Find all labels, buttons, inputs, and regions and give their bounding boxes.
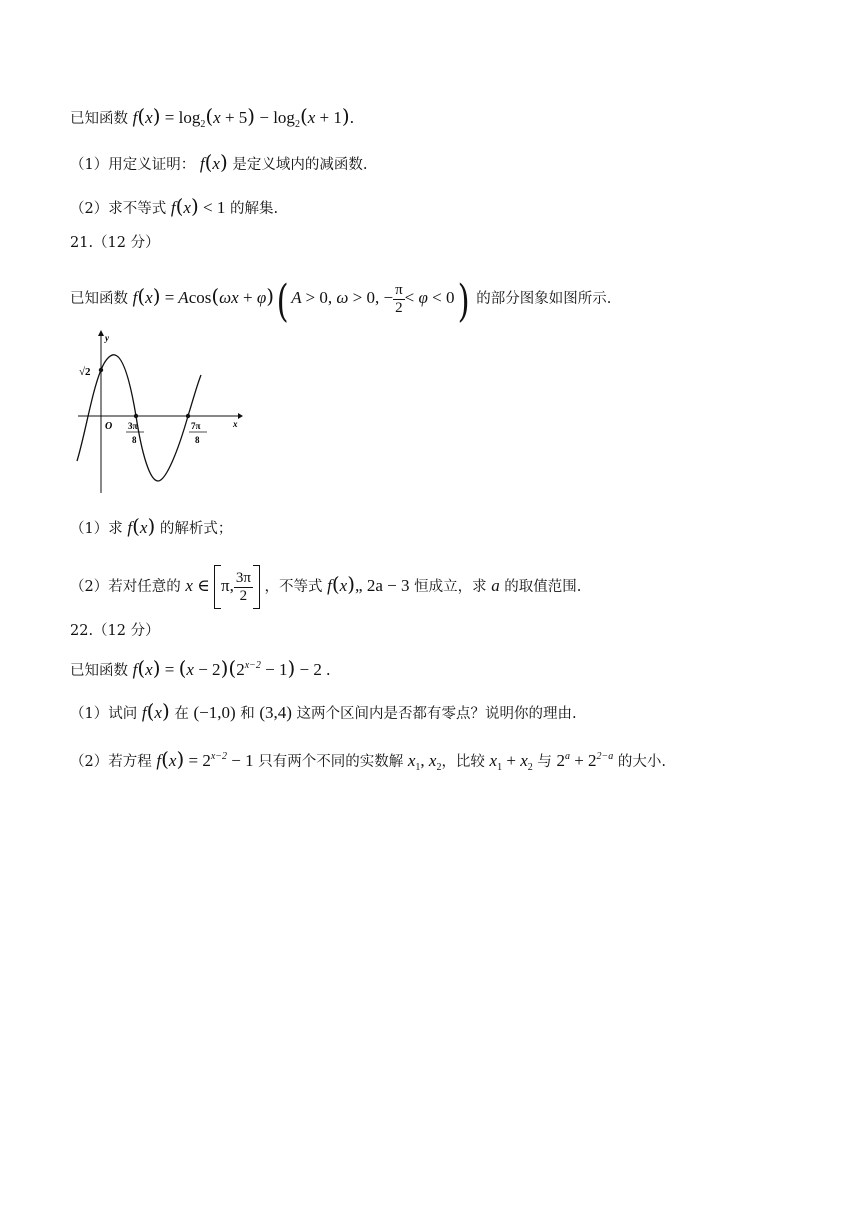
graph-y-label: y [105,333,109,343]
q21-part2-var: a [491,576,500,595]
graph-x-mark2-den: 8 [195,435,200,445]
q20-part2-label: （2）求不等式 [70,201,167,217]
q22-part2-label: （2）若方程 [70,754,152,770]
q20-part2 [70,196,278,219]
q20-part1-label: （1）用定义证明： [70,157,196,173]
q20-part1-fx: f(x) [199,150,228,174]
q20-part2-rhs: < 1 [203,198,226,217]
q22-part1-interval2: (3,4) [259,703,292,722]
q22-part1-and: 和 [240,706,255,722]
graph-x-arrow [238,413,243,419]
graph-cosine-curve [77,355,201,481]
q21-part2-label: （2）若对任意的 [70,579,181,595]
q22-part2-mid: 只有两个不同的实数解 [258,754,404,770]
q22-part1-tail: 这两个区间内是否都有零点？说明你的理由. [296,706,577,722]
q22-part1-in: 在 [174,706,189,722]
q21-part2-tail2: 的取值范围. [504,579,582,595]
q21-part2-ineq: f(x)„ 2a − 3 [327,572,410,596]
graph-point-y-intercept [99,368,103,372]
q21-header: 21.（12 分） [70,235,160,251]
q21-part1-fx: f(x) [127,514,156,538]
graph-x-mark2-num: 7π [191,421,201,431]
q22-part1-label: （1）试问 [70,706,138,722]
q20-function: $f(x) = \log_2(x + 5) - \log_2(x + 1)$. [132,104,354,130]
q22-header: 22.（12 分） [70,623,160,639]
q21-function: f(x) = Acos(ωx + φ)( A > 0, ω > 0, − $\frac{\pi}{2}$ < φ < 0) [132,276,470,327]
graph-origin-label: O [105,421,113,432]
q22-part1-interval1: (−1,0) [193,703,236,722]
q21-part2-mid: ，不等式 [264,579,323,595]
q21-tail: 的部分图象如图所示. [476,291,612,307]
graph-y-mark: √2 [79,366,91,378]
q20-intro: 已知函数 [70,111,128,127]
q22-part1 [70,701,577,724]
graph-x-label: x [233,419,238,429]
q22-part2-with: 与 [537,754,552,770]
q22-part2 [70,747,666,778]
q20-part1-tail: 是定义域内的减函数. [232,157,368,173]
q21-stem [70,272,611,326]
q22-part2-roots: $x_1$, $x_2$ [407,751,442,773]
q22-part2-compare: ，比较 [441,754,485,770]
q22-part2-tail: 的大小. [617,754,667,770]
q21-part1-tail: 的解析式； [159,521,233,537]
q22-part2-equation: $f(x) = 2^{x-2} - 1$ [156,747,254,771]
q21-part2-domain: x ∈ π, $\frac{3\pi}{2}$ [185,576,260,595]
graph-y-arrow [98,330,104,336]
q21-part2-tail1: 恒成立，求 [414,579,487,595]
q20-part1 [70,152,367,175]
q21-part2-rel: 2a − 3 [366,576,410,595]
graph-point-zero-2 [186,414,190,418]
graph-x-mark1-num: 3π [128,421,138,431]
q21-graph [70,325,250,497]
q20-part2-tail: 的解集. [229,201,279,217]
q22-stem [70,656,330,681]
q22-intro: 已知函数 [70,663,128,679]
q20-stem [70,106,354,135]
q21-part2 [70,560,581,611]
q21-part1-label: （1）求 [70,521,123,537]
q22-part1-fx: f(x) [141,699,170,723]
graph-x-mark1-den: 8 [132,435,137,445]
q22-part2-sum: $x_1 + x_2$ [489,751,533,773]
graph-point-zero-1 [134,414,138,418]
q21-intro: 已知函数 [70,291,128,307]
q22-function: $f(x) = (x - 2)(2^{x-2} - 1) - 2$ . [132,656,331,680]
q20-part2-ineq: f(x) < 1 [170,194,226,218]
q22-part2-expr: $2^a + 2^{2-a}$ [556,751,614,770]
q21-part1 [70,516,232,539]
